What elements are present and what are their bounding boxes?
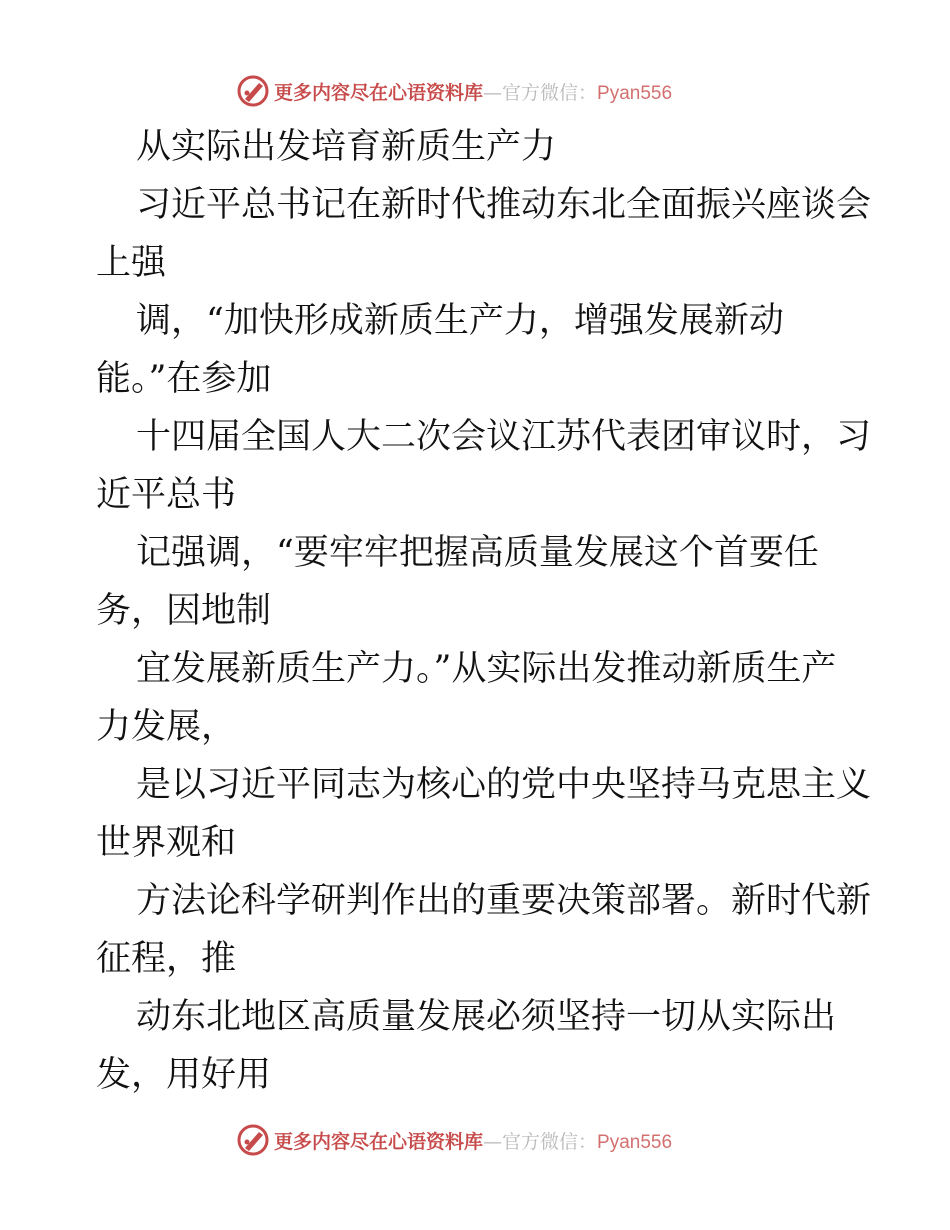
paragraph-line: 方法论科学研判作出的重要决策部署。新时代新 xyxy=(136,881,872,921)
paragraph-line: 能。”在参加 xyxy=(96,359,272,399)
paragraph-line: 力发展， xyxy=(96,707,237,747)
paragraph-line: 宜发展新质生产力。”从实际出发推动新质生产 xyxy=(136,649,837,689)
paragraph-line: 上强 xyxy=(96,243,167,283)
pen-circle-logo-icon xyxy=(236,1123,270,1157)
footer-banner-wechat-label: 官方微信： xyxy=(502,1130,598,1153)
document-title: 从实际出发培育新质生产力 xyxy=(136,127,557,167)
header-banner-wechat-id: Pyan556 xyxy=(597,82,673,104)
footer-banner-dash: — xyxy=(483,1130,503,1153)
pen-circle-logo-icon xyxy=(236,74,270,108)
paragraph-line: 近平总书 xyxy=(96,475,237,515)
header-banner xyxy=(236,74,716,108)
paragraph-line: 十四届全国人大二次会议江苏代表团审议时，习 xyxy=(136,417,872,457)
header-banner-wechat-label: 官方微信： xyxy=(502,81,598,104)
document-body xyxy=(96,118,872,1104)
paragraph-line: 征程，推 xyxy=(96,939,237,979)
footer-banner-text xyxy=(274,1127,672,1154)
paragraph-line: 记强调，“要牢牢把握高质量发展这个首要任 xyxy=(136,533,819,573)
paragraph-line: 世界观和 xyxy=(96,823,237,863)
header-banner-title: 更多内容尽在心语资料库 xyxy=(274,81,484,104)
paragraph-line: 动东北地区高质量发展必须坚持一切从实际出 xyxy=(136,997,837,1037)
footer-banner-title: 更多内容尽在心语资料库 xyxy=(274,1130,484,1153)
paragraph-line: 务，因地制 xyxy=(96,591,272,631)
header-banner-text xyxy=(274,78,672,105)
paragraph-line: 习近平总书记在新时代推动东北全面振兴座谈会 xyxy=(136,185,872,225)
footer-banner xyxy=(236,1123,716,1157)
paragraph-line: 调，“加快形成新质生产力，增强发展新动 xyxy=(136,301,784,341)
paragraph-line: 是以习近平同志为核心的党中央坚持马克思主义 xyxy=(136,765,872,805)
paragraph-line: 发，用好用 xyxy=(96,1055,272,1095)
footer-banner-wechat-id: Pyan556 xyxy=(597,1131,673,1153)
header-banner-dash: — xyxy=(483,81,503,104)
